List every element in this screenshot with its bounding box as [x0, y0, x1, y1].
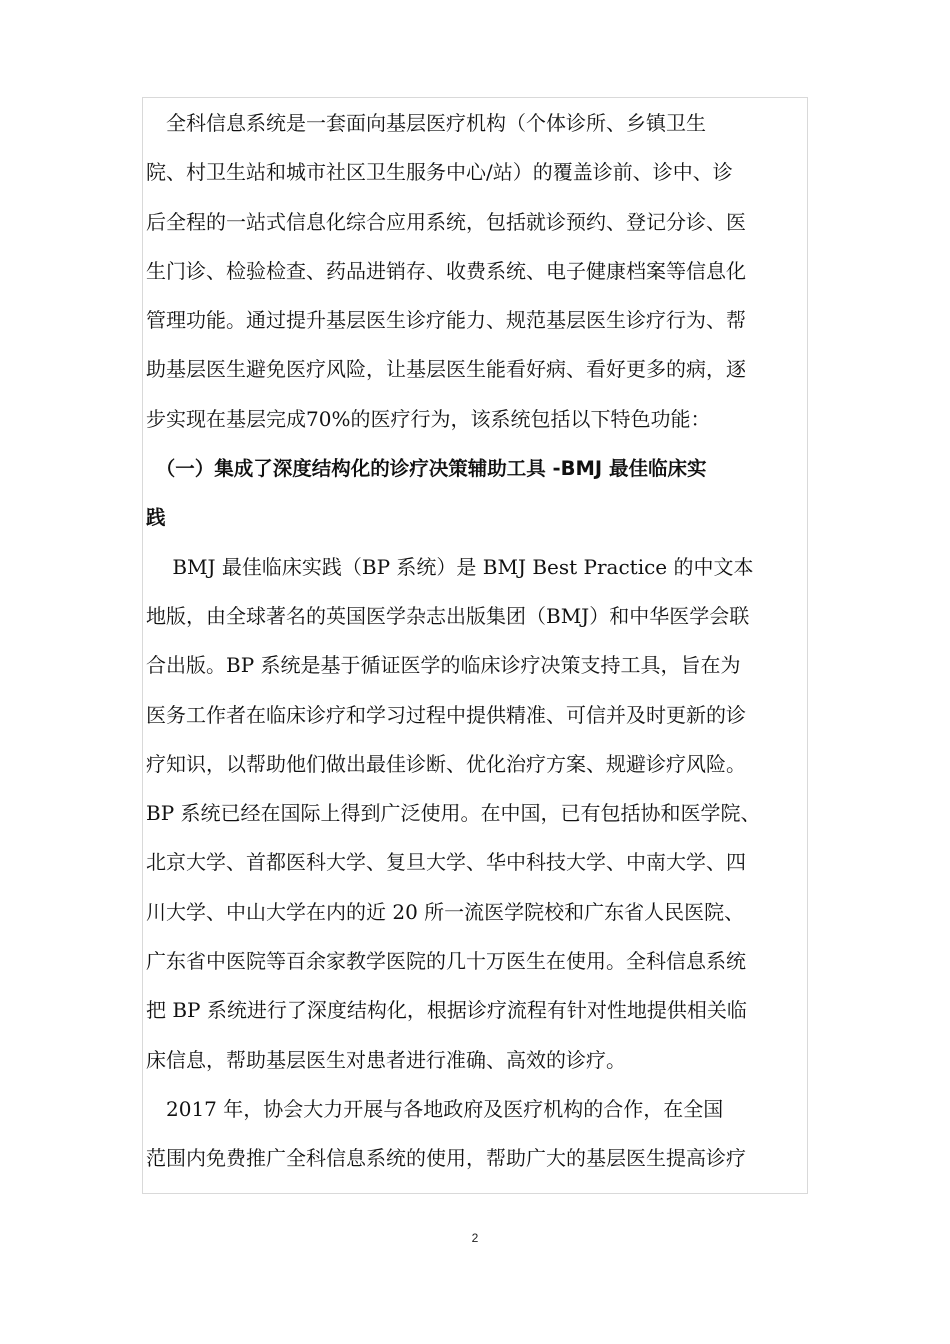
- paragraph-bmj-line-7: 北京大学、首都医科大学、复旦大学、华中科技大学、中南大学、四: [146, 850, 746, 875]
- paragraph-bmj-line-4: 医务工作者在临床诊疗和学习过程中提供精准、可信并及时更新的诊: [146, 702, 746, 727]
- paragraph-2017-line-2: 范围内免费推广全科信息系统的使用，帮助广大的基层医生提高诊疗: [146, 1146, 746, 1171]
- paragraph-intro-line-2: 院、村卫生站和城市社区卫生服务中心/站）的覆盖诊前、诊中、诊: [146, 160, 733, 185]
- paragraph-intro-line-4: 生门诊、检验检查、药品进销存、收费系统、电子健康档案等信息化: [146, 258, 746, 283]
- paragraph-bmj-line-11: 床信息，帮助基层医生对患者进行准确、高效的诊疗。: [146, 1047, 626, 1072]
- paragraph-2017-line-1: 2017 年，协会大力开展与各地政府及医疗机构的合作，在全国: [146, 1096, 724, 1121]
- paragraph-bmj-line-1: BMJ 最佳临床实践（BP 系统）是 BMJ Best Practice 的中文本: [146, 554, 754, 579]
- section-heading-line-2: 践: [146, 506, 166, 530]
- paragraph-intro-line-1: 全科信息系统是一套面向基层医疗机构（个体诊所、乡镇卫生: [146, 111, 706, 135]
- paragraph-bmj-line-9: 广东省中医院等百余家教学医院的几十万医生在使用。全科信息系统: [146, 949, 746, 974]
- paragraph-bmj-line-2: 地版，由全球著名的英国医学杂志出版集团（BMJ）和中华医学会联: [146, 603, 750, 628]
- paragraph-bmj-line-3: 合出版。BP 系统是基于循证医学的临床诊疗决策支持工具，旨在为: [146, 653, 741, 678]
- paragraph-intro-line-3: 后全程的一站式信息化综合应用系统，包括就诊预约、登记分诊、医: [146, 209, 746, 234]
- paragraph-intro-line-6: 助基层医生避免医疗风险，让基层医生能看好病、看好更多的病，逐: [146, 357, 746, 382]
- document-body: [146, 99, 806, 1184]
- paragraph-bmj-line-6: BP 系统已经在国际上得到广泛使用。在中国，已有包括协和医学院、: [146, 801, 761, 826]
- paragraph-bmj-line-8: 川大学、中山大学在内的近 20 所一流医学院校和广东省人民医院、: [146, 899, 745, 924]
- paragraph-intro-line-5: 管理功能。通过提升基层医生诊疗能力、规范基层医生诊疗行为、帮: [146, 308, 746, 333]
- paragraph-bmj-line-10: 把 BP 系统进行了深度结构化，根据诊疗流程有针对性地提供相关临: [146, 998, 747, 1023]
- page-number: 2: [471, 1231, 479, 1245]
- section-heading-line-1: （一）集成了深度结构化的诊疗决策辅助工具 -BMJ 最佳临床实: [146, 457, 707, 481]
- paragraph-intro-line-7: 步实现在基层完成70%的医疗行为，该系统包括以下特色功能：: [146, 406, 711, 431]
- paragraph-bmj-line-5: 疗知识，以帮助他们做出最佳诊断、优化治疗方案、规避诊疗风险。: [146, 751, 746, 776]
